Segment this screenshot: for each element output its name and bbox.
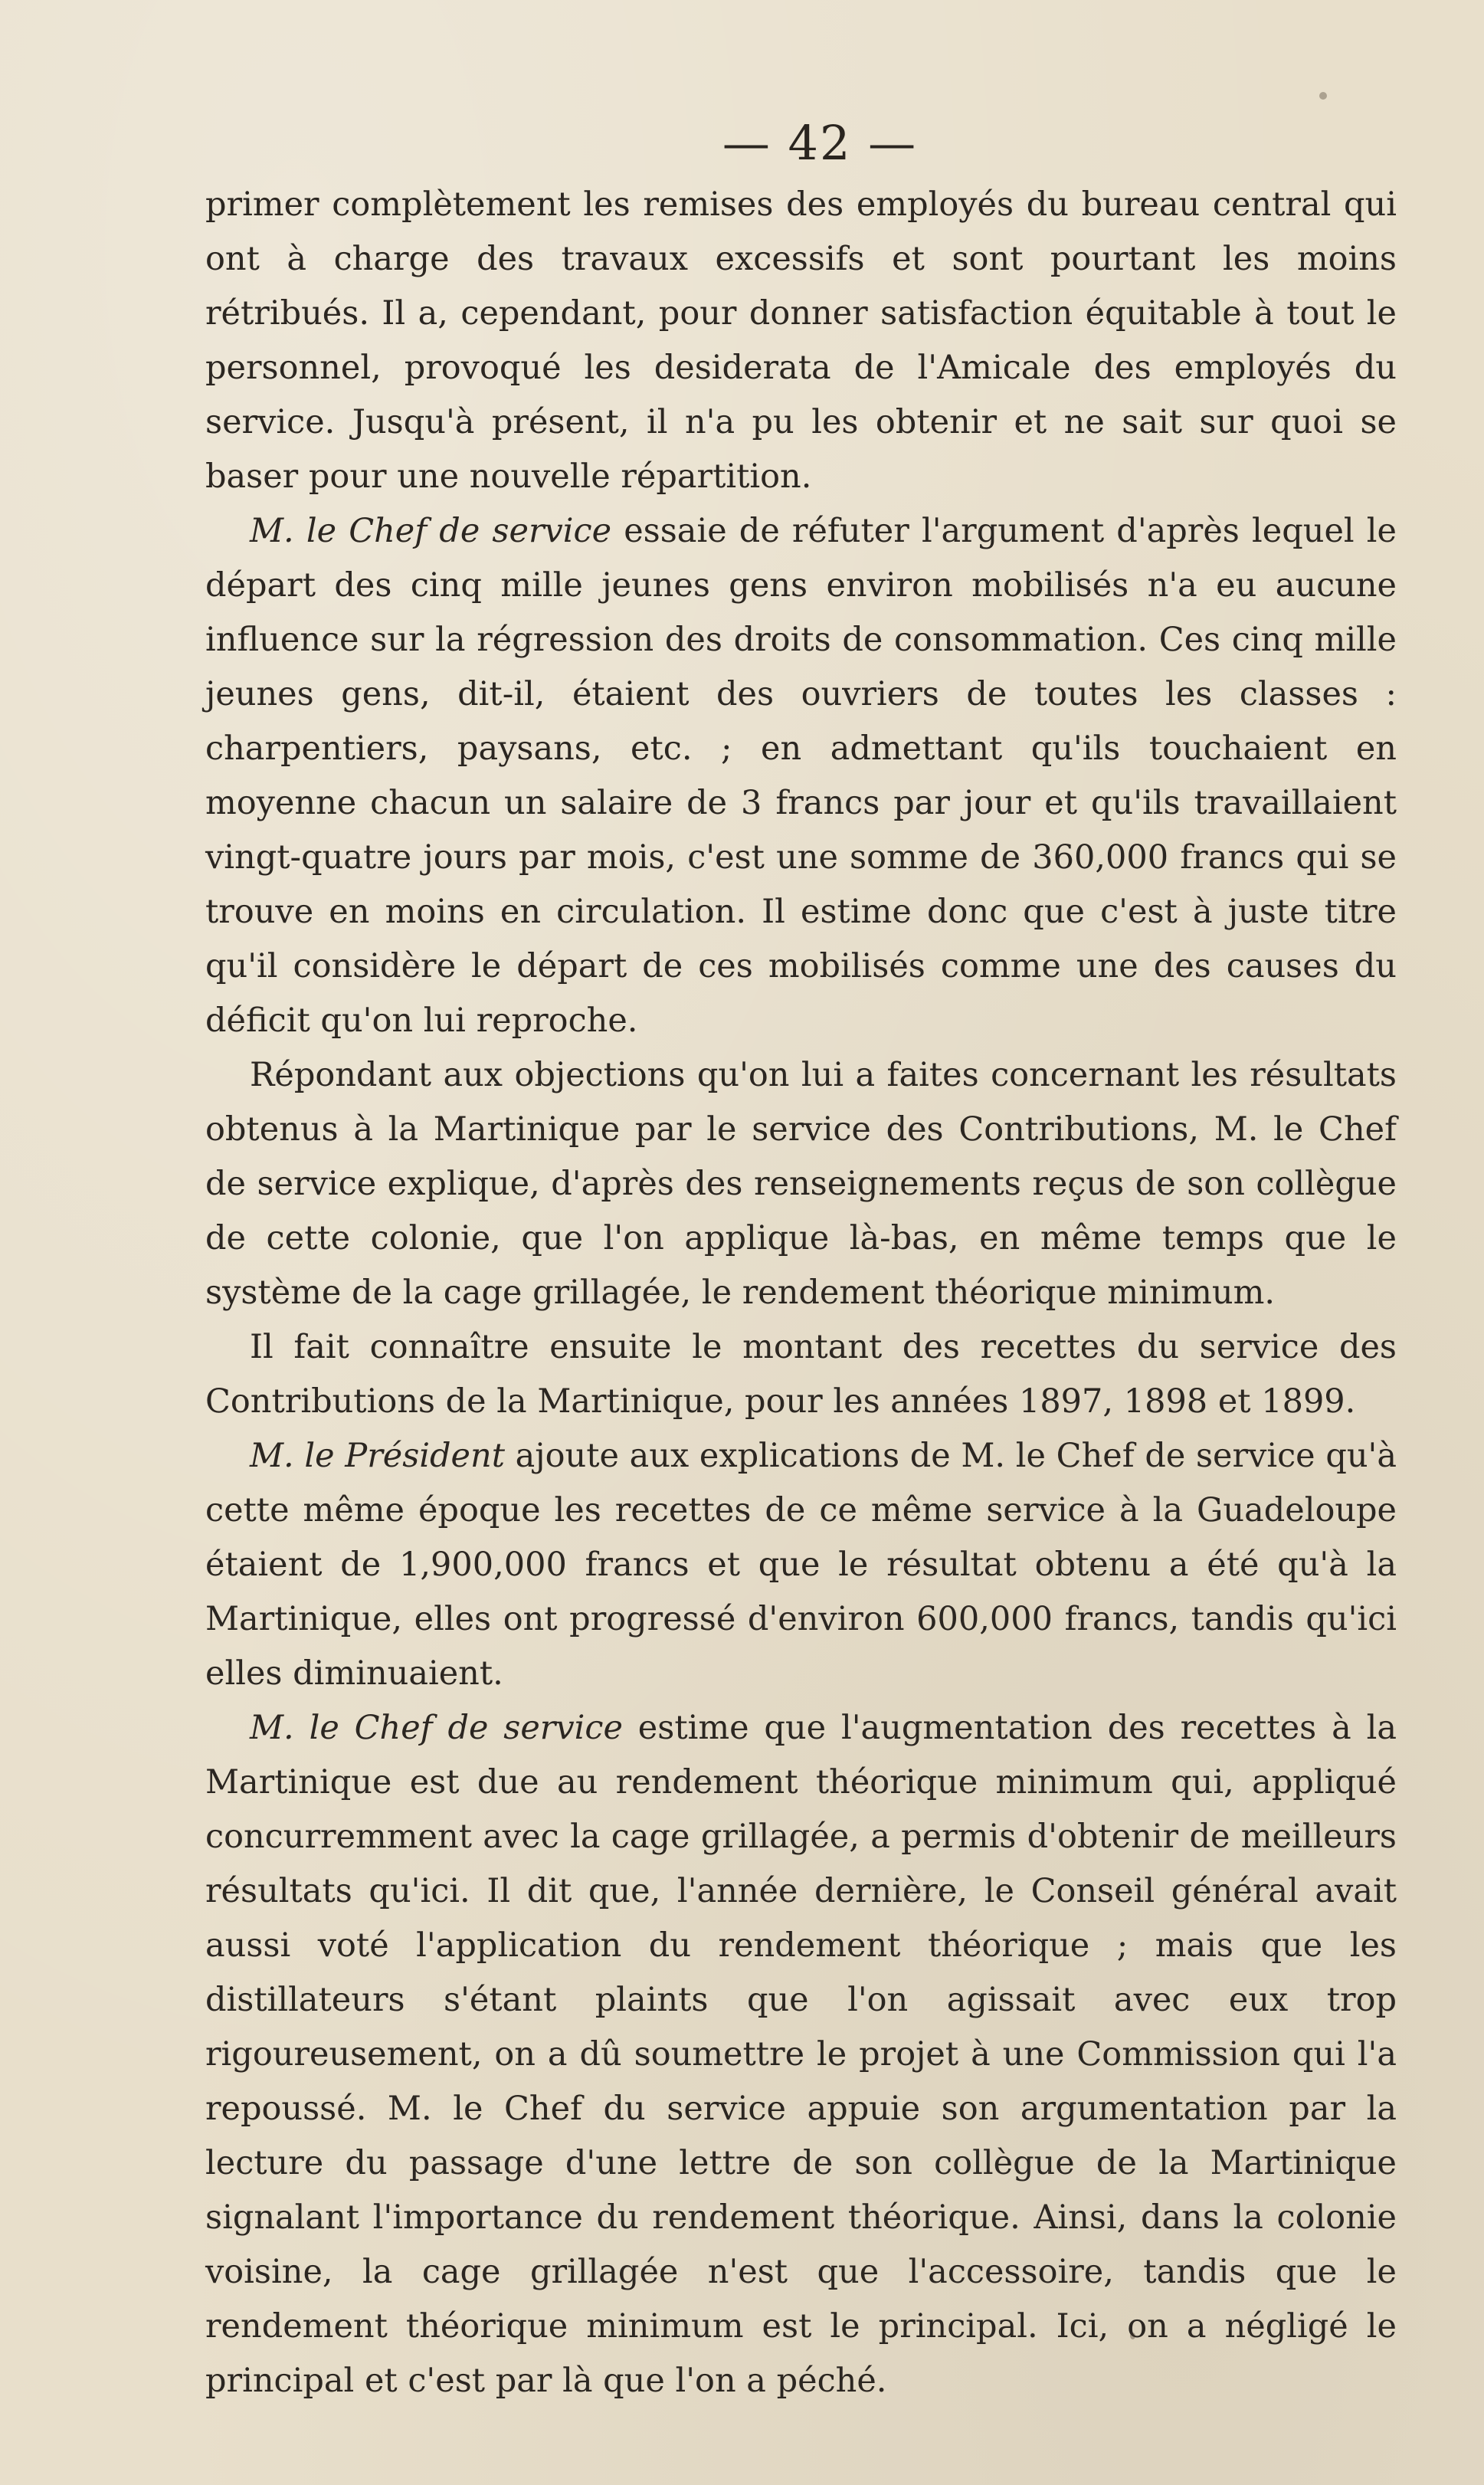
paragraph-1-text: primer complètement les remises des employés du bureau central qui ont à charge des travaux excessifs et sont pourtant les moins rétribués. Il a, cependant, pour donner satisfaction équitable à tout le personnel, provoqué les desiderata de l'Amicale des employés du service. Jusqu'à présent, il n'a pu les obtenir et ne sait sur quoi se baser pour une nouvelle répartition. bbox=[205, 185, 1397, 496]
body-text bbox=[205, 178, 1397, 2408]
paragraph-2-text: essaie de réfuter l'argument d'après lequel le départ des cinq mille jeunes gens environ mobilisés n'a eu aucune influence sur la régression des droits de consommation. Ces cinq mille jeunes gens, dit-il, étaient des ouvriers de toutes les classes : charpentiers, paysans, etc. ; en admettant qu'ils touchaient en moyenne chacun un salaire de 3 francs par jour et qu'ils travaillaient vingt-quatre jours par mois, c'est une somme de 360,000 francs qui se trouve en moins en circulation. Il estime donc que c'est à juste titre qu'il considère le départ de ces mobilisés comme une des causes du déficit qu'on lui reproche. bbox=[205, 512, 1397, 1040]
paragraph-6 bbox=[205, 1701, 1397, 2408]
paragraph-3 bbox=[205, 1048, 1397, 1320]
paragraph-2-speaker: M. le Chef de service bbox=[250, 512, 612, 550]
ink-speck bbox=[1130, 2333, 1135, 2339]
paragraph-2 bbox=[205, 504, 1397, 1048]
paragraph-5 bbox=[205, 1429, 1397, 1701]
paragraph-4 bbox=[205, 1320, 1397, 1429]
paragraph-5-speaker: M. le Président bbox=[250, 1437, 505, 1475]
paragraph-6-text: estime que l'augmentation des recettes à la Martinique est due au rendement théorique minimum qui, appliqué concurremment avec la cage grillagée, a permis d'obtenir de meilleurs résultats qu'ici. Il dit que, l'année dernière, le Conseil général avait aussi voté l'application du rendement théorique ; mais que les distillateurs s'étant plaints que l'on agissait avec eux trop rigoureusement, on a dû soumettre le projet à une Commission qui l'a repoussé. M. le Chef du service appuie son argumentation par la lecture du passage d'une lettre de son collègue de la Martinique signalant l'importance du rendement théorique. Ainsi, dans la colonie voisine, la cage grillagée n'est que l'accessoire, tandis que le rendement théorique minimum est le principal. Ici, on a négligé le principal et c'est par là que l'on a péché. bbox=[205, 1709, 1397, 2400]
paragraph-4-text: Il fait connaître ensuite le montant des recettes du service des Contributions de la Martinique, pour les années 1897, 1898 et 1899. bbox=[205, 1328, 1397, 1421]
paragraph-5-text: ajoute aux explications de M. le Chef de service qu'à cette même époque les recettes de ce même service à la Guadeloupe étaient de 1,900,000 francs et que le résultat obtenu a été qu'à la Martinique, elles ont progressé d'environ 600,000 francs, tandis qu'ici elles diminuaient. bbox=[205, 1437, 1397, 1693]
paragraph-1 bbox=[205, 178, 1397, 504]
ink-speck bbox=[1319, 92, 1327, 100]
paragraph-3-text: Répondant aux objections qu'on lui a faites concernant les résultats obtenus à la Martinique par le service des Contributions, M. le Chef de service explique, d'après des renseignements reçus de son collègue de cette colonie, que l'on applique là-bas, en même temps que le système de la cage grillagée, le rendement théorique minimum. bbox=[205, 1056, 1397, 1312]
page-number: — 42 — bbox=[722, 115, 918, 171]
paragraph-6-speaker: M. le Chef de service bbox=[250, 1709, 623, 1747]
